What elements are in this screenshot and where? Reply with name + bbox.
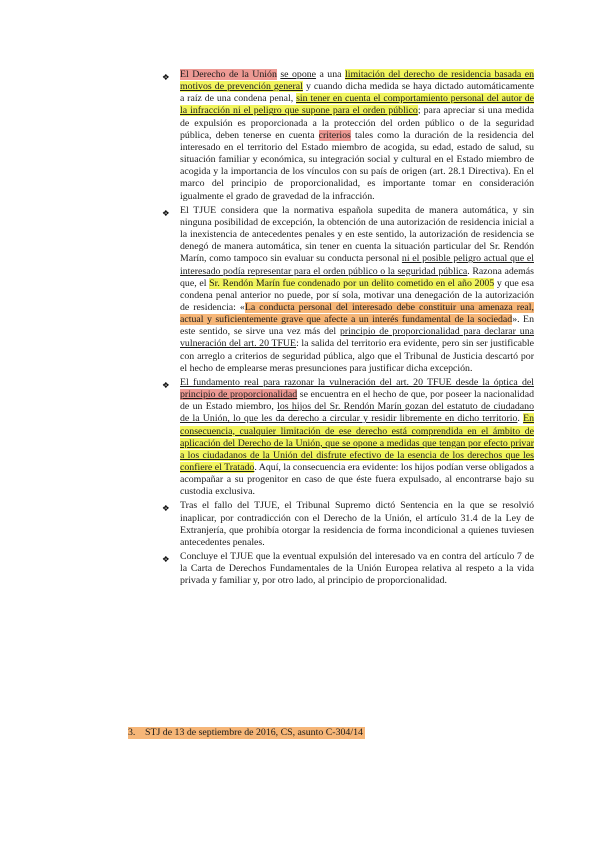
- highlighted-text: El Derecho de la Unión: [180, 69, 277, 80]
- section-number: 3.: [128, 727, 136, 738]
- bullet-item: [162, 500, 534, 549]
- highlighted-text: Sr. Rendón Marín fue condenado por un delito cometido en el año 2005: [209, 277, 495, 289]
- highlighted-text: criterios: [318, 129, 351, 141]
- diamond-bullet-icon: ❖: [162, 72, 170, 82]
- text-run: y cuando dicha medida se haya dictado automáticamente a raíz de una condena penal,: [180, 81, 534, 105]
- diamond-bullet-icon: ❖: [162, 379, 170, 390]
- bullet-paragraph: [180, 69, 534, 203]
- text-run: Tras el fallo del TJUE, el Tribunal Supremo dictó Sentencia en la que se resolvió inaplicar, por contradicción con el Derecho de la Unión, el artículo 31.4 de la Ley de Extranjería, que prohibía otorgar la residencia de forma incondicional a quienes tuviesen antecedentes penales.: [180, 500, 534, 548]
- text-run: .: [517, 413, 524, 425]
- text-run: a una: [316, 69, 345, 80]
- diamond-bullet-icon: ❖: [162, 554, 170, 565]
- text-run: tales como la duración de la residencia del interesado en el territorio del Estado miembro de acogida, su edad, estado de salud, su situación familiar y económica, su integración social y cultural en el Estado miembro de acogida y la importancia de los vínculos con su país de origen (art. 28.1 Directiva). En el marco del principio de proporcionalidad, es importante tomar en consideración igualmente el grado de gravedad de la infracción.: [180, 129, 534, 202]
- text-run: Concluye el TJUE que la eventual expulsión del interesado va en contra del artículo 7 de la Carta de Derechos Fundamentales de la Unión Europea relativa al respeto a la vida privada y familiar y, por otro lado, al principio de proporcionalidad.: [180, 551, 534, 587]
- bullet-list: [162, 69, 534, 590]
- underlined-text: principio de proporcionalidad para declarar una vulneración del art. 20 TFUE: [180, 326, 535, 350]
- bullet-paragraph: [180, 377, 534, 499]
- underlined-text: los hijos del Sr. Rendón Marín gozan del estatuto de ciudadano de la Unión, lo que les da derecho a circular y residir libremente en dicho territorio: [180, 401, 534, 425]
- bullet-item: [162, 205, 534, 375]
- bullet-paragraph: [180, 551, 534, 587]
- section-title: STJ de 13 de septiembre de 2016, CS, asunto C-304/14: [145, 727, 363, 738]
- highlighted-text: La conducta personal del interesado debe constituir una amenaza real, actual y suficientemente grave que afecte a un interés fundamental de la sociedad: [180, 301, 534, 326]
- underlined-text: El fundamento real para razonar la vulneración del art. 20 TFUE desde la óptica del: [180, 376, 534, 388]
- text-run: se encuentra en el hecho de que, por poseer la nacionalidad de un Estado miembro,: [180, 389, 534, 413]
- bullet-item: [162, 69, 534, 203]
- text-run: ; para apreciar si una medida de expulsión es proporcionada a la protección del orden público o de la seguridad pública, deben tenerse en cuenta: [180, 105, 534, 141]
- diamond-bullet-icon: ❖: [162, 207, 170, 218]
- underlined-text: se opone: [280, 69, 317, 80]
- bullet-paragraph: [180, 500, 534, 549]
- text-run: y que esa condena penal anterior no puede, por sí sola, motivar una denegación de la autorización de residencia: «: [180, 277, 534, 313]
- text-run: El TJUE considera que la normativa española supedita de manera automática, y sin ninguna posibilidad de excepción, la obtención de una autorización de residencia inicial a la inexistencia de antecedentes penales y en este sentido, la autorización de residencia se denegó de manera automática, sin tener en cuenta la situación particular del Sr. Rendón Marín, como tampoco sin evaluar su conducta personal: [180, 204, 534, 265]
- section-heading: [128, 727, 365, 739]
- text-run: ». En este sentido, se sirve una vez más del: [180, 314, 534, 338]
- text-run: . Aquí, la consecuencia era evidente: los hijos podían verse obligados a acompañar a su progenitor en caso de que éste fuera expulsado, al encontrarse bajo su custodia exclusiva.: [180, 462, 535, 498]
- diamond-bullet-icon: ❖: [162, 503, 170, 514]
- underlined-text: ni el posible peligro actual que el interesado podía representar para el orden público o la seguridad pública: [180, 253, 534, 277]
- highlighted-text: En consecuencia, cualquier limitación de ese derecho está comprendida en el ámbito de aplicación del Derecho de la Unión, que se opone a medidas que tengan por efecto privar a los ciudadanos de la Unión del disfrute efectivo de la esencia de los derechos que les confiere el Tratado: [180, 413, 535, 473]
- text-run: : la salida del territorio era evidente, pero sin ser justificable con arreglo a criterios de seguridad pública, algo que el Tribunal de Justicia descartó por el hecho de emplearse meras presunciones para justificar dicha excepción.: [180, 338, 535, 374]
- highlighted-text: limitación del derecho de residencia basada en motivos de prevención general: [180, 69, 535, 93]
- text-run: . Razona además que, el: [180, 265, 534, 289]
- bullet-paragraph: [180, 205, 534, 375]
- bullet-item: [162, 551, 534, 587]
- highlighted-text: sin tener en cuenta el comportamiento personal del autor de la infracción ni el peligro que supone para el orden público: [180, 93, 534, 117]
- bullet-item: [162, 377, 534, 499]
- highlighted-text: principio de proporcionalidad: [180, 389, 298, 401]
